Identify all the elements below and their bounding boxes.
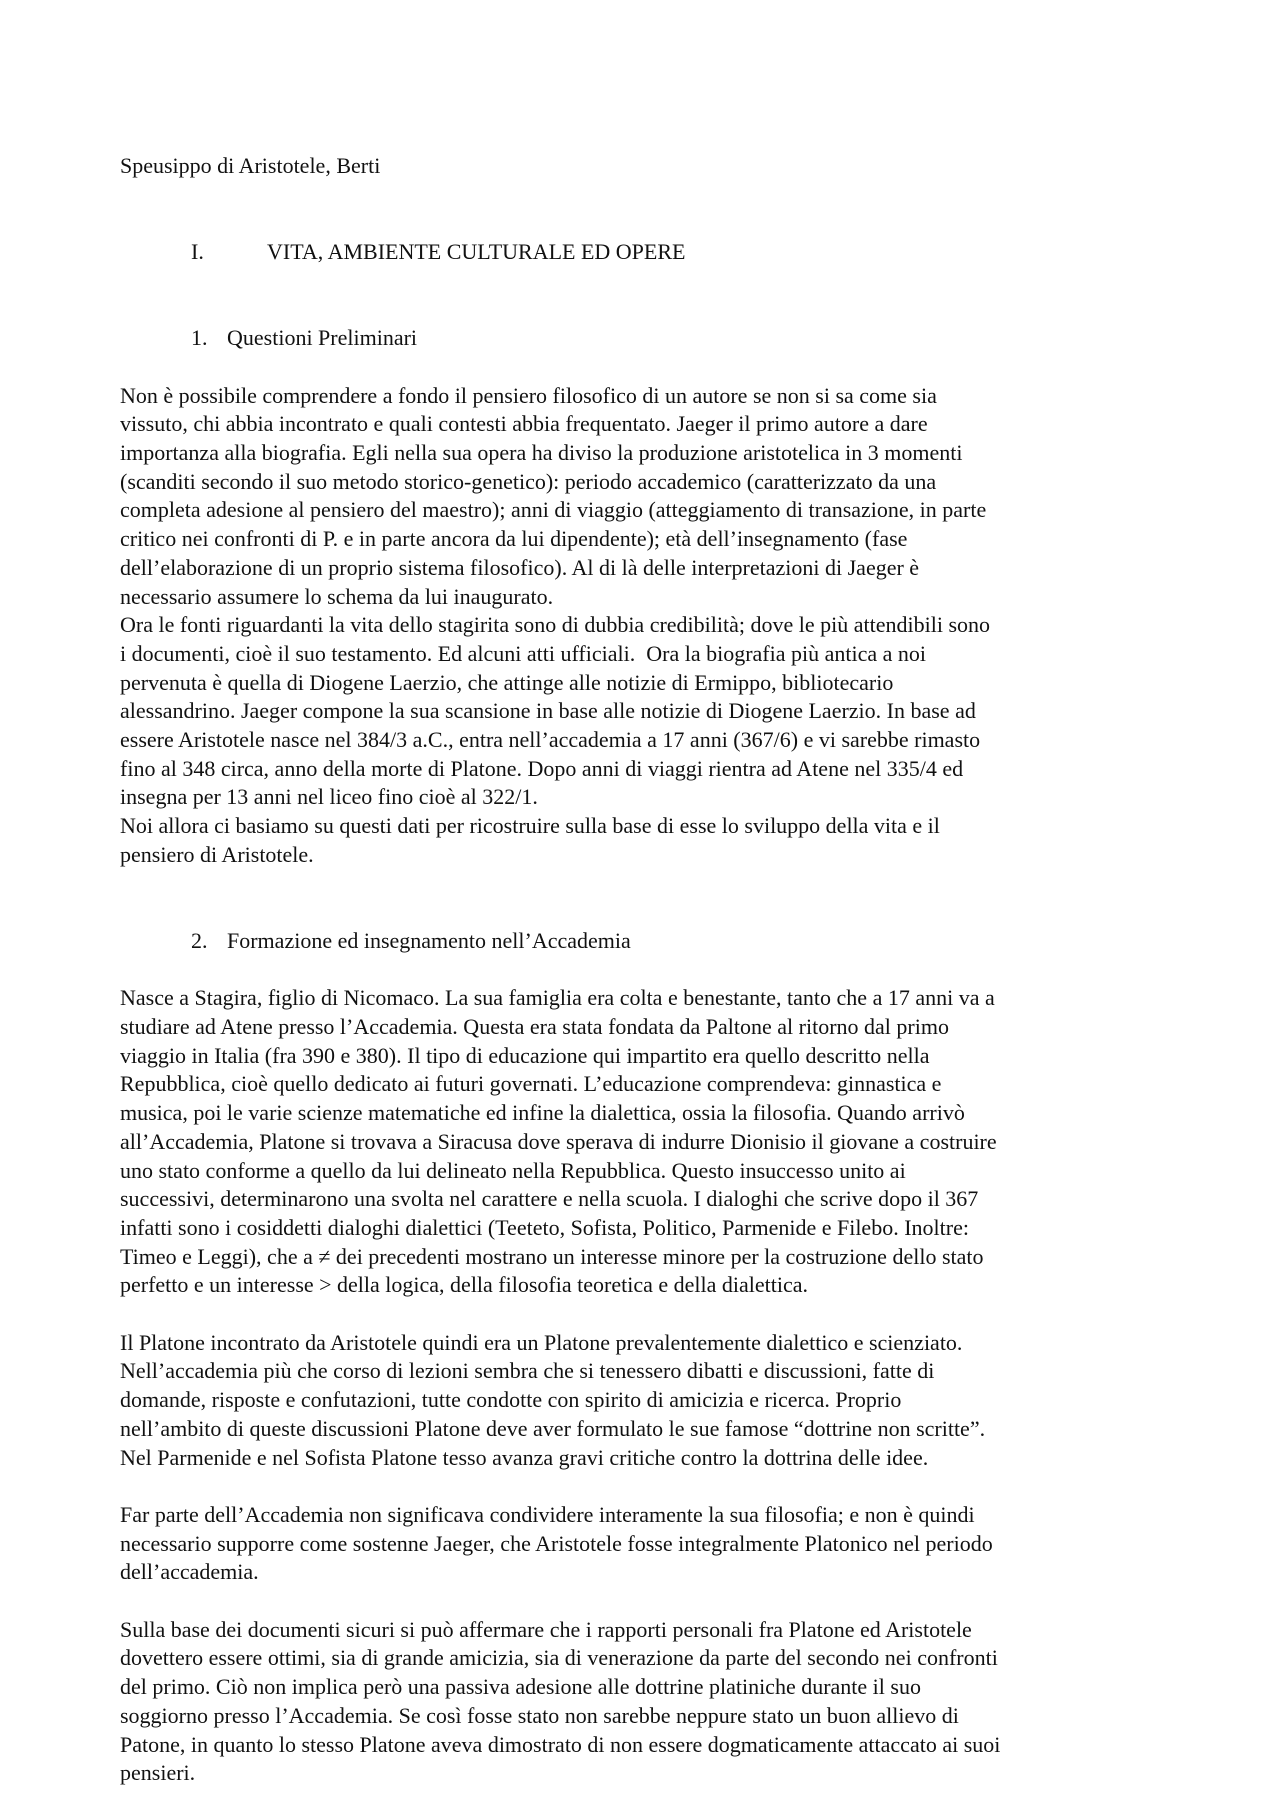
text-line: importanza alla biografia. Egli nella sua opera ha diviso la produzione aristotelica in 3 momenti — [120, 440, 963, 466]
chapter-number: I. — [191, 239, 204, 265]
text-line: alessandrino. Jaeger compone la sua scansione in base alle notizie di Diogene Laerzio. In base ad — [120, 698, 976, 724]
text-line: Il Platone incontrato da Aristotele quindi era un Platone prevalentemente dialettico e scienziato. — [120, 1329, 963, 1355]
paragraph — [120, 1329, 1165, 1473]
text-line: Patone, in quanto lo stesso Platone aveva dimostrato di non essere dogmaticamente attaccato ai suoi — [120, 1731, 1001, 1757]
chapter-title: VITA, AMBIENTE CULTURALE ED OPERE — [267, 239, 686, 265]
section-title: Formazione ed insegnamento nell’Accademia — [227, 927, 631, 953]
spacer — [120, 1472, 1165, 1501]
text-line: Sulla base dei documenti sicuri si può affermare che i rapporti personali fra Platone ed Aristotele — [120, 1616, 972, 1642]
text-line: dell’elaborazione di un proprio sistema filosofico). Al di là delle interpretazioni di Jaeger è — [120, 554, 920, 580]
text-line: Nel Parmenide e nel Sofista Platone tesso avanza gravi critiche contro la dottrina delle idee. — [120, 1444, 929, 1470]
text-line: necessario supporre come sostenne Jaeger, che Aristotele fosse integralmente Platonico nel periodo — [120, 1530, 993, 1556]
chapter-heading — [120, 209, 1165, 295]
text-line: Repubblica, cioè quello dedicato ai futuri governati. L’educazione comprendeva: ginnastica e — [120, 1071, 942, 1097]
text-line: vissuto, chi abbia incontrato e quali contesti abbia frequentato. Jaeger il primo autore a dare — [120, 411, 928, 437]
paragraph — [120, 611, 1165, 812]
text-line: domande, risposte e confutazioni, tutte condotte con spirito di amicizia e ricerca. Proprio — [120, 1387, 902, 1413]
text-line: critico nei confronti di P. e in parte ancora da lui dipendente); età dell’insegnamento (fase — [120, 526, 908, 552]
section-heading-2 — [120, 898, 1165, 984]
section-title: Questioni Preliminari — [227, 325, 418, 351]
paragraph — [120, 382, 1165, 612]
text-line: pervenuta è quella di Diogene Laerzio, che attinge alle notizie di Ermippo, bibliotecario — [120, 669, 894, 695]
text-line: pensiero di Aristotele. — [120, 841, 314, 867]
section-number: 1. — [191, 325, 208, 351]
paragraph — [120, 984, 1165, 1300]
text-line: Nell’accademia più che corso di lezioni sembra che si tenessero dibatti e discussioni, fatte di — [120, 1358, 935, 1384]
paragraph — [120, 1501, 1165, 1587]
text-line: necessario assumere lo schema da lui inaugurato. — [120, 583, 554, 609]
text-line: insegna per 13 anni nel liceo fino cioè al 322/1. — [120, 784, 538, 810]
text-line: completa adesione al pensiero del maestro); anni di viaggio (atteggiamento di transazione, in parte — [120, 497, 987, 523]
text-line: Noi allora ci basiamo su questi dati per ricostruire sulla base di esse lo sviluppo della vita e il — [120, 813, 940, 839]
section-heading-1 — [120, 296, 1165, 382]
text-line: dovettero essere ottimi, sia di grande amicizia, sia di venerazione da parte del secondo nei confronti — [120, 1645, 998, 1671]
text-line: fino al 348 circa, anno della morte di Platone. Dopo anni di viaggi rientra ad Atene nel 335/4 ed — [120, 755, 964, 781]
text-line: nell’ambito di queste discussioni Platone deve aver formulato le sue famose “dottrine non scritte”. — [120, 1415, 986, 1441]
text-line: soggiorno presso l’Accademia. Se così fosse stato non sarebbe neppure stato un buon allievo di — [120, 1702, 959, 1728]
text-line: i documenti, cioè il suo testamento. Ed alcuni atti ufficiali. Ora la biografia più antica a noi — [120, 640, 927, 666]
spacer — [120, 181, 1165, 210]
text-line: studiare ad Atene presso l’Accademia. Questa era stata fondata da Paltone al ritorno dal primo — [120, 1014, 949, 1040]
text-line: uno stato conforme a quello da lui delineato nella Repubblica. Questo insuccesso unito ai — [120, 1157, 906, 1183]
text-line: essere Aristotele nasce nel 384/3 a.C., entra nell’accademia a 17 anni (367/6) e vi sarebbe rimasto — [120, 727, 981, 753]
paragraph — [120, 1616, 1165, 1788]
section-number: 2. — [191, 927, 208, 953]
text-line: Non è possibile comprendere a fondo il pensiero filosofico di un autore se non si sa come sia — [120, 382, 937, 408]
text-line: musica, poi le varie scienze matematiche ed infine la dialettica, ossia la filosofia. Quando arrivò — [120, 1100, 965, 1126]
text-line: viaggio in Italia (fra 390 e 380). Il tipo di educazione qui impartito era quello descritto nella — [120, 1042, 930, 1068]
paragraph — [120, 812, 1165, 869]
document-body — [120, 152, 1165, 1788]
text-line: Ora le fonti riguardanti la vita dello stagirita sono di dubbia credibilità; dove le più attendibili sono — [120, 612, 991, 638]
text-line: dell’accademia. — [120, 1559, 259, 1585]
text-line: perfetto e un interesse > della logica, della filosofia teoretica e della dialettica. — [120, 1272, 808, 1298]
document-title: Speusippo di Aristotele, Berti — [120, 153, 381, 178]
text-line: infatti sono i cosiddetti dialoghi dialettici (Teeteto, Sofista, Politico, Parmenide e Filebo. Inoltre: — [120, 1214, 969, 1240]
text-line: Far parte dell’Accademia non significava condividere interamente la sua filosofia; e non è quindi — [120, 1501, 975, 1527]
text-line: all’Accademia, Platone si trovava a Siracusa dove sperava di indurre Dionisio il giovane a costruire — [120, 1128, 997, 1154]
text-line: successivi, determinarono una svolta nel carattere e nella scuola. I dialoghi che scrive dopo il 367 — [120, 1186, 979, 1212]
text-line: pensieri. — [120, 1760, 196, 1786]
text-line: Nasce a Stagira, figlio di Nicomaco. La sua famiglia era colta e benestante, tanto che a 17 anni va a — [120, 985, 995, 1011]
text-line: del primo. Ciò non implica però una passiva adesione alle dottrine platiniche durante il suo — [120, 1674, 921, 1700]
spacer — [120, 1587, 1165, 1616]
text-line: (scanditi secondo il suo metodo storico-genetico): periodo accademico (caratterizzato da una — [120, 468, 937, 494]
spacer — [120, 870, 1165, 899]
spacer — [120, 1300, 1165, 1329]
text-line: Timeo e Leggi), che a ≠ dei precedenti mostrano un interesse minore per la costruzione dello stato — [120, 1243, 984, 1269]
